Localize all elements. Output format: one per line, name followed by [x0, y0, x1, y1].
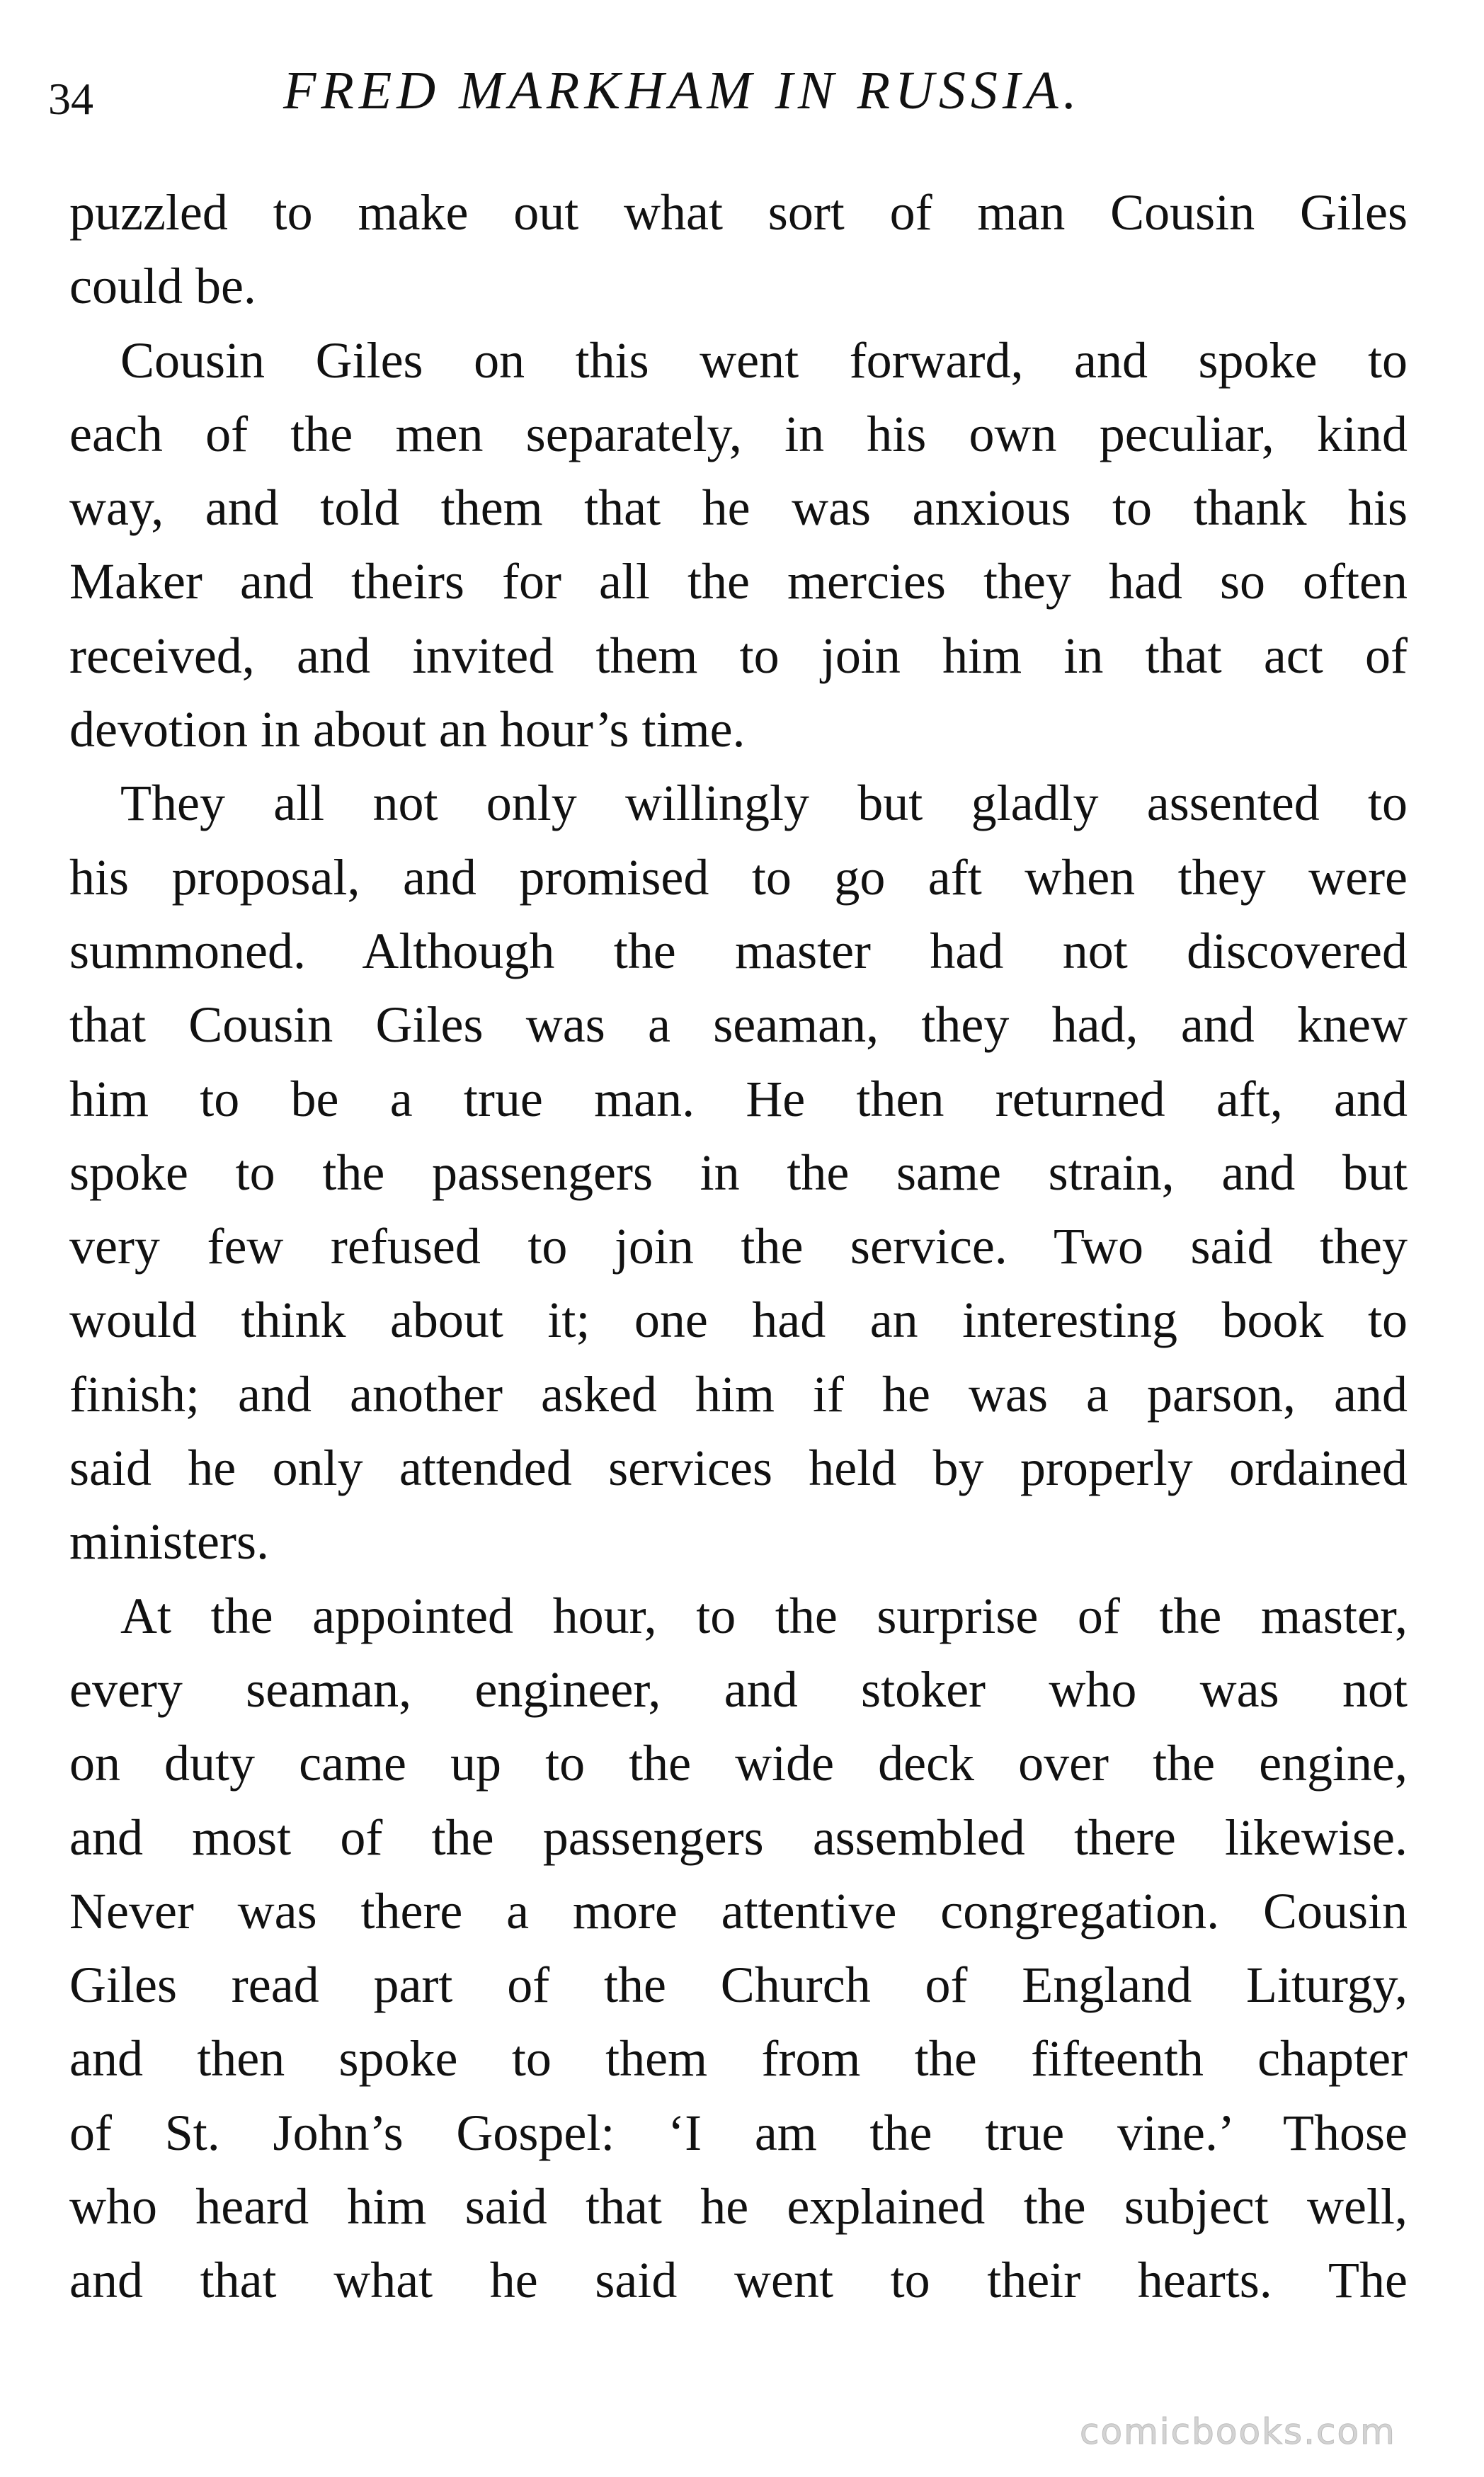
paragraph: [69, 1579, 1408, 2318]
text-line: said he only attended services held by properly ordained: [69, 1440, 1408, 1497]
text-line: and most of the passengers assembled there likewise.: [69, 1809, 1408, 1866]
text-line: At the appointed hour, to the surprise of the master,: [120, 1587, 1408, 1644]
text-line: puzzled to make out what sort of man Cousin Giles: [69, 184, 1408, 241]
paragraph: [69, 176, 1408, 324]
text-line: that Cousin Giles was a seaman, they had, and knew: [69, 996, 1408, 1054]
running-title: FRED MARKHAM IN RUSSIA.: [283, 61, 1082, 120]
text-line: would think about it; one had an interesting book to: [69, 1292, 1408, 1349]
text-line: every seaman, engineer, and stoker who was not: [69, 1661, 1408, 1718]
text-line: on duty came up to the wide deck over the engine,: [69, 1735, 1408, 1792]
text-line: received, and invited them to join him in that act of: [69, 627, 1408, 684]
text-line: way, and told them that he was anxious to thank his: [69, 479, 1408, 537]
text-line: of St. John’s Gospel: ‘I am the true vine.’ Those: [69, 2104, 1408, 2161]
text-line: and that what he said went to their hearts. The: [69, 2252, 1408, 2309]
text-line: ministers.: [69, 1513, 269, 1571]
text-line: Giles read part of the Church of England Liturgy,: [69, 1957, 1408, 2014]
text-line: Maker and theirs for all the mercies they had so often: [69, 553, 1408, 610]
text-line: Never was there a more attentive congregation. Cousin: [69, 1882, 1408, 1940]
body-text: [69, 176, 1408, 2318]
page-number: 34: [48, 74, 93, 124]
paragraph: [69, 324, 1408, 767]
text-line: his proposal, and promised to go aft when they were: [69, 848, 1408, 906]
paragraph: [69, 766, 1408, 1578]
text-line: spoke to the passengers in the same strain, and but: [69, 1144, 1408, 1201]
text-line: him to be a true man. He then returned aft, and: [69, 1070, 1408, 1127]
watermark: comicbooks.com: [1080, 2411, 1396, 2452]
text-line: finish; and another asked him if he was a parson, and: [69, 1365, 1408, 1423]
page-header: [0, 0, 1484, 163]
text-line: and then spoke to them from the fifteenth chapter: [69, 2030, 1408, 2088]
text-line: They all not only willingly but gladly assented to: [120, 775, 1408, 832]
text-line: summoned. Although the master had not discovered: [69, 922, 1408, 979]
text-line: Cousin Giles on this went forward, and spoke to: [120, 331, 1408, 389]
text-line: devotion in about an hour’s time.: [69, 701, 746, 758]
text-line: who heard him said that he explained the subject well,: [69, 2178, 1408, 2236]
text-line: could be.: [69, 258, 256, 315]
text-line: very few refused to join the service. Two said they: [69, 1218, 1408, 1275]
text-line: each of the men separately, in his own peculiar, kind: [69, 405, 1408, 462]
